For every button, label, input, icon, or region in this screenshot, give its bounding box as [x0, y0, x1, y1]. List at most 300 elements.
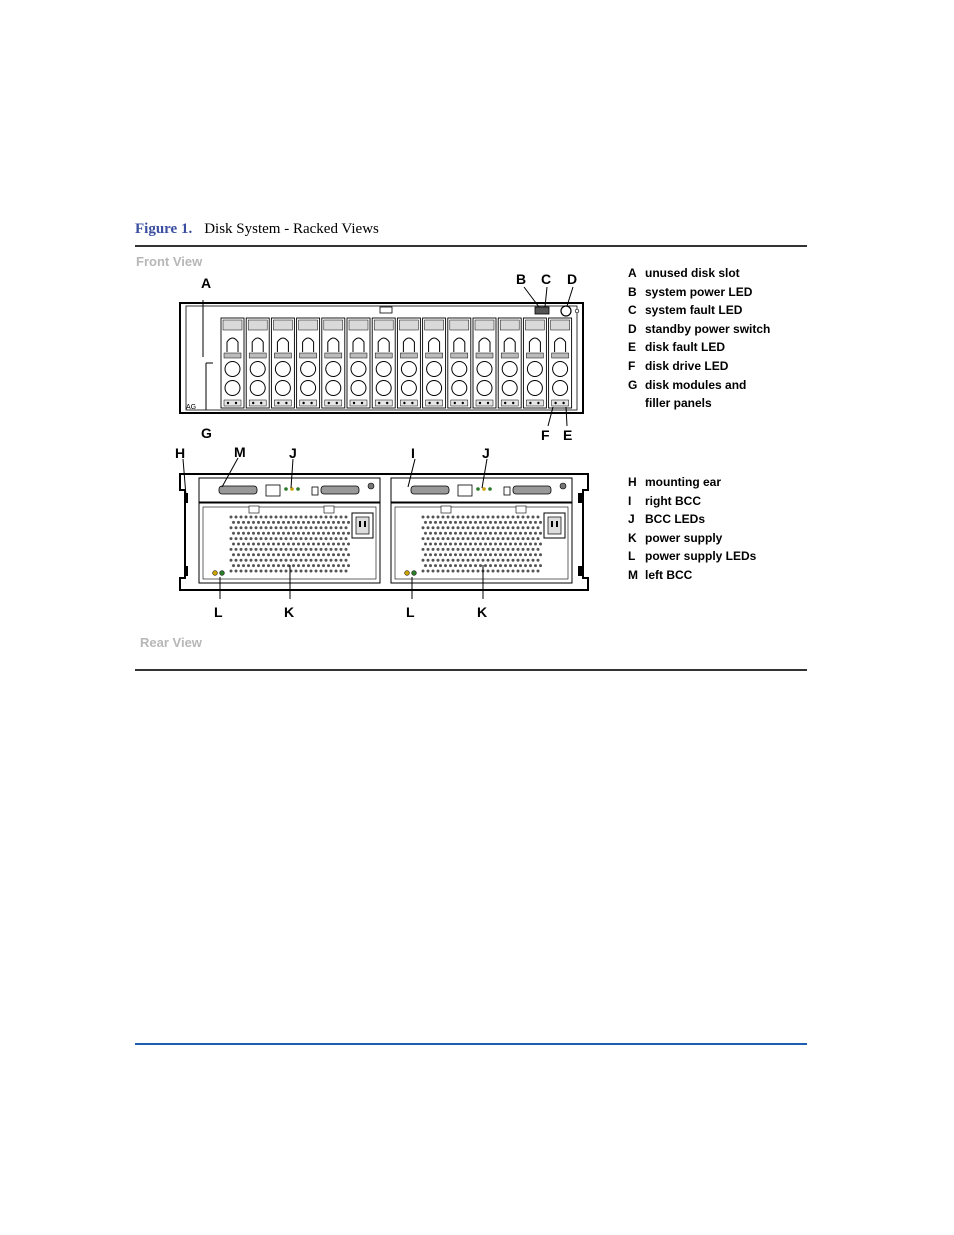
vent-hole [322, 532, 325, 535]
drive-latch-bar [274, 353, 291, 358]
vent-hole [295, 559, 298, 562]
bcc-port [458, 485, 472, 496]
vent-hole [332, 543, 335, 546]
drive-latch-bar [526, 353, 543, 358]
vent-hole [537, 548, 540, 551]
figure-number: Figure 1. [135, 221, 193, 237]
vent-hole [537, 537, 540, 540]
vent-hole [337, 521, 340, 524]
vent-hole [280, 526, 283, 529]
vent-hole [454, 553, 457, 556]
vent-hole [320, 570, 323, 573]
vent-hole [432, 559, 435, 562]
legend-key: F [628, 358, 636, 373]
callout-e: E [563, 427, 573, 443]
drive-handle-upper [427, 362, 442, 377]
vent-hole [332, 532, 335, 535]
vent-hole [305, 537, 308, 540]
vent-hole [345, 570, 348, 573]
vent-hole [474, 553, 477, 556]
vent-hole [534, 521, 537, 524]
scsi-connector [321, 486, 359, 494]
vent-hole [342, 553, 345, 556]
vent-hole [325, 559, 328, 562]
vent-hole [522, 537, 525, 540]
vent-hole [262, 543, 265, 546]
legend-item [628, 376, 775, 413]
vent-hole [497, 526, 500, 529]
vent-hole [477, 537, 480, 540]
drive-latch-bar [350, 353, 367, 358]
vent-hole [295, 537, 298, 540]
drive-latch-bar [224, 353, 241, 358]
vent-hole [335, 559, 338, 562]
vent-hole [432, 548, 435, 551]
vent-hole [325, 526, 328, 529]
vent-hole [439, 543, 442, 546]
vent-hole [300, 537, 303, 540]
legend-key: I [628, 493, 632, 508]
vent-hole [479, 564, 482, 567]
vent-hole [310, 559, 313, 562]
callout-h: H [175, 445, 186, 461]
vent-hole [235, 548, 238, 551]
vent-hole [247, 543, 250, 546]
legend-text: standby power switch [645, 321, 771, 336]
vent-hole [529, 543, 532, 546]
vent-hole [297, 553, 300, 556]
vent-hole [424, 553, 427, 556]
vent-hole [295, 516, 298, 519]
legend-key: G [628, 377, 638, 392]
vent-hole [315, 548, 318, 551]
vent-hole [442, 537, 445, 540]
vent-hole [230, 526, 233, 529]
vent-hole [327, 521, 330, 524]
drive-latch-bar [249, 353, 266, 358]
vent-hole [514, 543, 517, 546]
drive-slot-top [223, 320, 242, 330]
vent-hole [337, 553, 340, 556]
vent-hole [270, 548, 273, 551]
vent-hole [442, 559, 445, 562]
left-bcc [199, 478, 380, 502]
callout-i: I [411, 445, 415, 461]
vent-hole [320, 526, 323, 529]
vent-hole [457, 548, 460, 551]
callout-a: A [201, 275, 212, 291]
vent-hole [297, 532, 300, 535]
drive-latch-bar [375, 353, 392, 358]
disk-drive-led [277, 402, 279, 404]
rear-view-label: Rear View [140, 635, 202, 650]
drive-slot [448, 318, 471, 408]
vent-hole [230, 537, 233, 540]
vent-hole [447, 559, 450, 562]
vent-hole [255, 559, 258, 562]
vent-hole [232, 553, 235, 556]
vent-hole [444, 543, 447, 546]
legend-text: BCC LEDs [645, 512, 706, 527]
vent-hole [432, 570, 435, 573]
vent-hole [457, 526, 460, 529]
vent-hole [522, 516, 525, 519]
vent-hole [242, 564, 245, 567]
vent-hole [524, 564, 527, 567]
legend-item [628, 492, 775, 511]
drive-handle-lower [376, 381, 391, 396]
vent-hole [444, 564, 447, 567]
legend-item [628, 473, 775, 492]
vent-hole [287, 543, 290, 546]
vent-hole [242, 543, 245, 546]
vent-hole [320, 548, 323, 551]
disk-fault-led [411, 402, 413, 404]
drive-led-strip [426, 400, 443, 406]
vent-hole [487, 526, 490, 529]
vent-hole [517, 526, 520, 529]
disk-drive-led [479, 402, 481, 404]
vent-hole [437, 537, 440, 540]
legend-text: system fault LED [645, 303, 743, 318]
vent-hole [497, 570, 500, 573]
vent-hole [502, 537, 505, 540]
vent-hole [472, 559, 475, 562]
vent-hole [292, 564, 295, 567]
vent-hole [337, 543, 340, 546]
vent-hole [272, 543, 275, 546]
vent-hole [345, 559, 348, 562]
legend-text: power supply LEDs [645, 549, 757, 564]
vent-hole [267, 564, 270, 567]
vent-hole [449, 553, 452, 556]
vent-hole [342, 532, 345, 535]
vent-hole [280, 570, 283, 573]
vent-hole [494, 532, 497, 535]
legend-item [628, 320, 775, 339]
ac-inlet-pin [364, 521, 366, 527]
vent-hole [429, 521, 432, 524]
vent-hole [494, 521, 497, 524]
vent-hole [287, 553, 290, 556]
drive-slot [523, 318, 546, 408]
vent-hole [342, 521, 345, 524]
vent-hole [439, 521, 442, 524]
vent-hole [502, 559, 505, 562]
vent-hole [332, 553, 335, 556]
power-supply-led [412, 571, 417, 576]
vent-hole [330, 526, 333, 529]
vent-hole [312, 532, 315, 535]
drive-slot [372, 318, 395, 408]
vent-hole [427, 570, 430, 573]
vent-hole [452, 548, 455, 551]
vent-hole [340, 570, 343, 573]
vent-hole [482, 516, 485, 519]
vent-hole [252, 553, 255, 556]
vent-hole [312, 564, 315, 567]
vent-hole [509, 564, 512, 567]
drive-handle-upper [225, 362, 240, 377]
disk-fault-led [512, 402, 514, 404]
vent-hole [434, 564, 437, 567]
vent-hole [232, 521, 235, 524]
drive-slot [347, 318, 370, 408]
vent-hole [507, 537, 510, 540]
vent-hole [275, 526, 278, 529]
bcc-led [296, 487, 300, 491]
vent-hole [295, 570, 298, 573]
vent-hole [437, 570, 440, 573]
vent-hole [307, 543, 310, 546]
drive-latch-bar [400, 353, 417, 358]
vent-hole [492, 516, 495, 519]
vent-hole [434, 553, 437, 556]
vent-hole [482, 559, 485, 562]
vent-hole [527, 559, 530, 562]
vent-hole [477, 526, 480, 529]
vent-hole [240, 516, 243, 519]
vent-hole [459, 543, 462, 546]
vent-hole [524, 543, 527, 546]
vent-hole [300, 570, 303, 573]
standby-power-switch [561, 306, 571, 316]
vent-hole [472, 526, 475, 529]
vent-hole [315, 537, 318, 540]
vent-hole [527, 570, 530, 573]
vent-hole [265, 537, 268, 540]
vent-hole [532, 516, 535, 519]
vent-hole [457, 559, 460, 562]
right-bcc [391, 478, 572, 502]
vent-hole [507, 516, 510, 519]
vent-hole [295, 526, 298, 529]
legend-item [628, 338, 775, 357]
vent-hole [494, 564, 497, 567]
vent-hole [332, 564, 335, 567]
callout-d: D [567, 271, 578, 287]
vent-hole [422, 570, 425, 573]
drive-latch-bar [552, 353, 569, 358]
vent-hole [487, 537, 490, 540]
vent-hole [449, 564, 452, 567]
vent-hole [330, 559, 333, 562]
drive-handle-lower [527, 381, 542, 396]
drive-handle-lower [553, 381, 568, 396]
vent-hole [325, 537, 328, 540]
vent-hole [290, 559, 293, 562]
vent-hole [442, 570, 445, 573]
vent-hole [305, 570, 308, 573]
legend-key: D [628, 321, 637, 336]
vent-hole [532, 570, 535, 573]
vent-hole [282, 521, 285, 524]
vent-hole [265, 559, 268, 562]
vent-hole [317, 521, 320, 524]
callout-l-right: L [406, 604, 415, 620]
disk-fault-led [285, 402, 287, 404]
vent-hole [492, 570, 495, 573]
legend-item [628, 301, 775, 320]
vent-hole [447, 537, 450, 540]
vent-hole [292, 532, 295, 535]
vent-hole [452, 537, 455, 540]
vent-hole [532, 537, 535, 540]
vent-hole [492, 559, 495, 562]
vent-hole [482, 548, 485, 551]
vent-hole [235, 516, 238, 519]
vent-hole [262, 564, 265, 567]
vent-hole [539, 543, 542, 546]
vent-hole [464, 521, 467, 524]
vent-hole [310, 548, 313, 551]
vent-hole [444, 521, 447, 524]
vent-hole [260, 537, 263, 540]
vent-hole [247, 532, 250, 535]
vent-hole [255, 537, 258, 540]
drive-latch-bar [451, 353, 468, 358]
scsi-connector [219, 486, 257, 494]
figure-title: Disk System - Racked Views [204, 221, 379, 237]
vent-hole [312, 543, 315, 546]
drive-slot-top [248, 320, 267, 330]
vent-hole [529, 532, 532, 535]
vent-hole [267, 543, 270, 546]
vent-hole [280, 516, 283, 519]
legend-item [628, 529, 775, 548]
vent-hole [532, 548, 535, 551]
vent-hole [469, 532, 472, 535]
vent-hole [469, 521, 472, 524]
bcc-led [284, 487, 288, 491]
vent-hole [519, 564, 522, 567]
vent-hole [462, 526, 465, 529]
vent-hole [235, 526, 238, 529]
vent-hole [230, 516, 233, 519]
vent-hole [492, 548, 495, 551]
vent-hole [257, 532, 260, 535]
vent-hole [459, 553, 462, 556]
vent-hole [347, 564, 350, 567]
page-footer-rule [135, 1043, 807, 1045]
vent-hole [437, 526, 440, 529]
vent-hole [317, 553, 320, 556]
vent-hole [230, 559, 233, 562]
drive-led-strip [476, 400, 493, 406]
vent-hole [427, 537, 430, 540]
ac-inlet-pin [551, 521, 553, 527]
vent-hole [230, 548, 233, 551]
vent-hole [270, 537, 273, 540]
vent-hole [534, 553, 537, 556]
vent-hole [487, 516, 490, 519]
vent-hole [454, 532, 457, 535]
vent-hole [504, 532, 507, 535]
vent-hole [277, 543, 280, 546]
drive-handle-upper [502, 362, 517, 377]
vent-hole [509, 532, 512, 535]
callout-m: M [234, 444, 246, 460]
drive-slot-top [551, 320, 570, 330]
vent-hole [255, 526, 258, 529]
drive-led-strip [552, 400, 569, 406]
vent-hole [305, 516, 308, 519]
vent-hole [482, 537, 485, 540]
vent-hole [454, 564, 457, 567]
drive-slot-top [399, 320, 418, 330]
vent-hole [442, 516, 445, 519]
drive-led-strip [325, 400, 342, 406]
vent-hole [517, 548, 520, 551]
front-view-label: Front View [136, 254, 203, 269]
disk-fault-led [462, 402, 464, 404]
vent-hole [252, 564, 255, 567]
vent-hole [265, 516, 268, 519]
vent-hole [290, 548, 293, 551]
callout-b: B [516, 271, 527, 287]
vent-hole [270, 559, 273, 562]
drive-handle-lower [452, 381, 467, 396]
vent-hole [250, 559, 253, 562]
vent-hole [519, 543, 522, 546]
vent-hole [322, 521, 325, 524]
vent-hole [484, 543, 487, 546]
vent-hole [449, 543, 452, 546]
vent-hole [434, 521, 437, 524]
disk-drive-led [504, 402, 506, 404]
drive-slot-top [425, 320, 444, 330]
vent-hole [287, 521, 290, 524]
vent-hole [327, 564, 330, 567]
vent-hole [317, 543, 320, 546]
vent-hole [432, 516, 435, 519]
vent-hole [462, 548, 465, 551]
vent-hole [512, 548, 515, 551]
vent-hole [434, 532, 437, 535]
vent-hole [499, 521, 502, 524]
vent-hole [277, 532, 280, 535]
vent-hole [232, 543, 235, 546]
vent-hole [439, 564, 442, 567]
vent-hole [320, 559, 323, 562]
vent-hole [449, 532, 452, 535]
vent-hole [459, 521, 462, 524]
legend-key: H [628, 475, 637, 489]
vent-hole [240, 526, 243, 529]
vent-hole [459, 532, 462, 535]
vent-hole [504, 521, 507, 524]
bcc-screw [368, 483, 374, 489]
drive-handle-lower [301, 381, 316, 396]
vent-hole [512, 526, 515, 529]
vent-hole [252, 543, 255, 546]
vent-hole [317, 564, 320, 567]
vent-hole [275, 548, 278, 551]
drive-slot-top [273, 320, 292, 330]
drive-slot-top [324, 320, 343, 330]
callout-j-right: J [482, 445, 490, 461]
vent-hole [345, 516, 348, 519]
vent-hole [472, 537, 475, 540]
vent-hole [277, 564, 280, 567]
vent-hole [517, 537, 520, 540]
vent-hole [285, 526, 288, 529]
vent-hole [522, 526, 525, 529]
legend-text: mounting ear [645, 475, 722, 489]
callout-j-left: J [289, 445, 297, 461]
vent-hole [452, 570, 455, 573]
vent-hole [477, 548, 480, 551]
